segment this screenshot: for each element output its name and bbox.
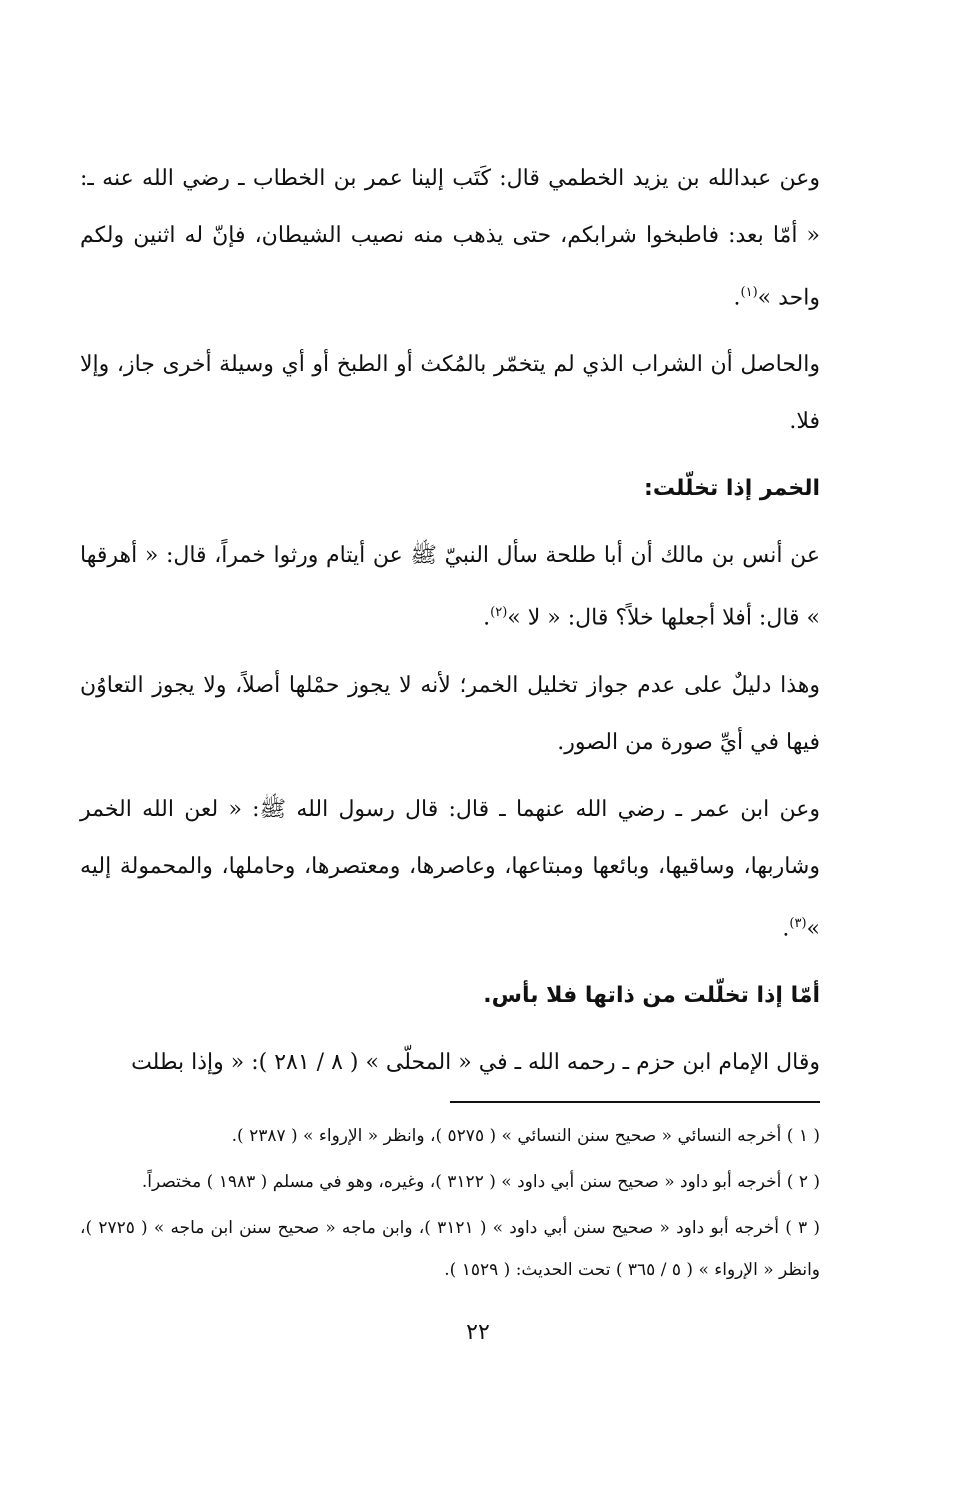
footnote-ref-2[interactable]: (٢) (490, 605, 508, 621)
footnote-2: ( ٢ ) أخرجه أبو داود « صحيح سنن أبي داود » ( ٣١٢٢ )، وغيره، وهو في مسلم ( ١٩٨٣ ) مختصراً. (141, 1171, 820, 1192)
page-number: ٢٢ (466, 1320, 490, 1345)
footnote-ref-1[interactable]: (١) (740, 285, 758, 300)
section-heading-1: الخمر إذا تخلّلت: (644, 476, 820, 502)
page-content (80, 150, 820, 1295)
paragraph-4: وهذا دليلٌ على عدم جواز تخليل الخمر؛ لأنه لا يجوز حمْلها أصلاً، ولا يجوز التعاوُن فيها في أيِّ صورة من الصور. (80, 672, 820, 755)
paragraph-5-text: وعن ابن عمر ـ رضي الله عنهما ـ قال: قال رسول الله ﷺ: « لعن الله الخمر وشاربها، وساقيها، وبائعها ومبتاعها، وعاصرها، ومعتصرها، وحاملها، والمحمولة إليه » (80, 796, 820, 941)
paragraph-6: وقال الإمام ابن حزم ـ رحمه الله ـ في « المحلّى » ( ٨ / ٢٨١ ): « وإذا بطلت (131, 1049, 820, 1075)
paragraph-3 (80, 527, 820, 646)
footnote-3: ( ٣ ) أخرجه أبو داود « صحيح سنن أبي داود » ( ٣١٢١ )، وابن ماجه « صحيح سنن ابن ماجه » ( ٢٧٢٥ )، وانظر « الإرواء » ( ٥ / ٣٦٥ ) تحت الحديث: ( ١٥٢٩ ). (80, 1217, 820, 1280)
footnote-1: ( ١ ) أخرجه النسائي « صحيح سنن النسائي » ( ٥٢٧٥ )، وانظر « الإرواء » ( ٢٣٨٧ ). (231, 1125, 820, 1146)
paragraph-1-end: . (733, 285, 741, 311)
footnote-ref-3[interactable]: (٣) (789, 915, 807, 931)
paragraph-5-end: . (782, 915, 790, 941)
paragraph-1 (80, 150, 820, 326)
paragraph-3-end: . (483, 605, 491, 631)
paragraph-2: والحاصل أن الشراب الذي لم يتخمّر بالمُكث أو الطبخ أو أي وسيلة أخرى جاز، وإلا فلا. (80, 352, 820, 435)
section-heading-2: أمّا إذا تخلّلت من ذاتها فلا بأس. (483, 982, 820, 1008)
paragraph-1-text: وعن عبدالله بن يزيد الخطمي قال: كَتَب إلينا عمر بن الخطاب ـ رضي الله عنه ـ: « أمّا بعد: فاطبخوا شرابكم، حتى يذهب منه نصيب الشيطان، فإنّ له اثنين ولكم واحد » (80, 166, 820, 311)
footnote-divider (450, 1101, 820, 1103)
paragraph-3-text: عن أنس بن مالك أن أبا طلحة سأل النبيّ ﷺ عن أيتام ورثوا خمراً، قال: « أهرقها » قال: أفلا أجعلها خلاً؟ قال: « لا » (80, 543, 820, 631)
paragraph-5 (80, 781, 820, 957)
